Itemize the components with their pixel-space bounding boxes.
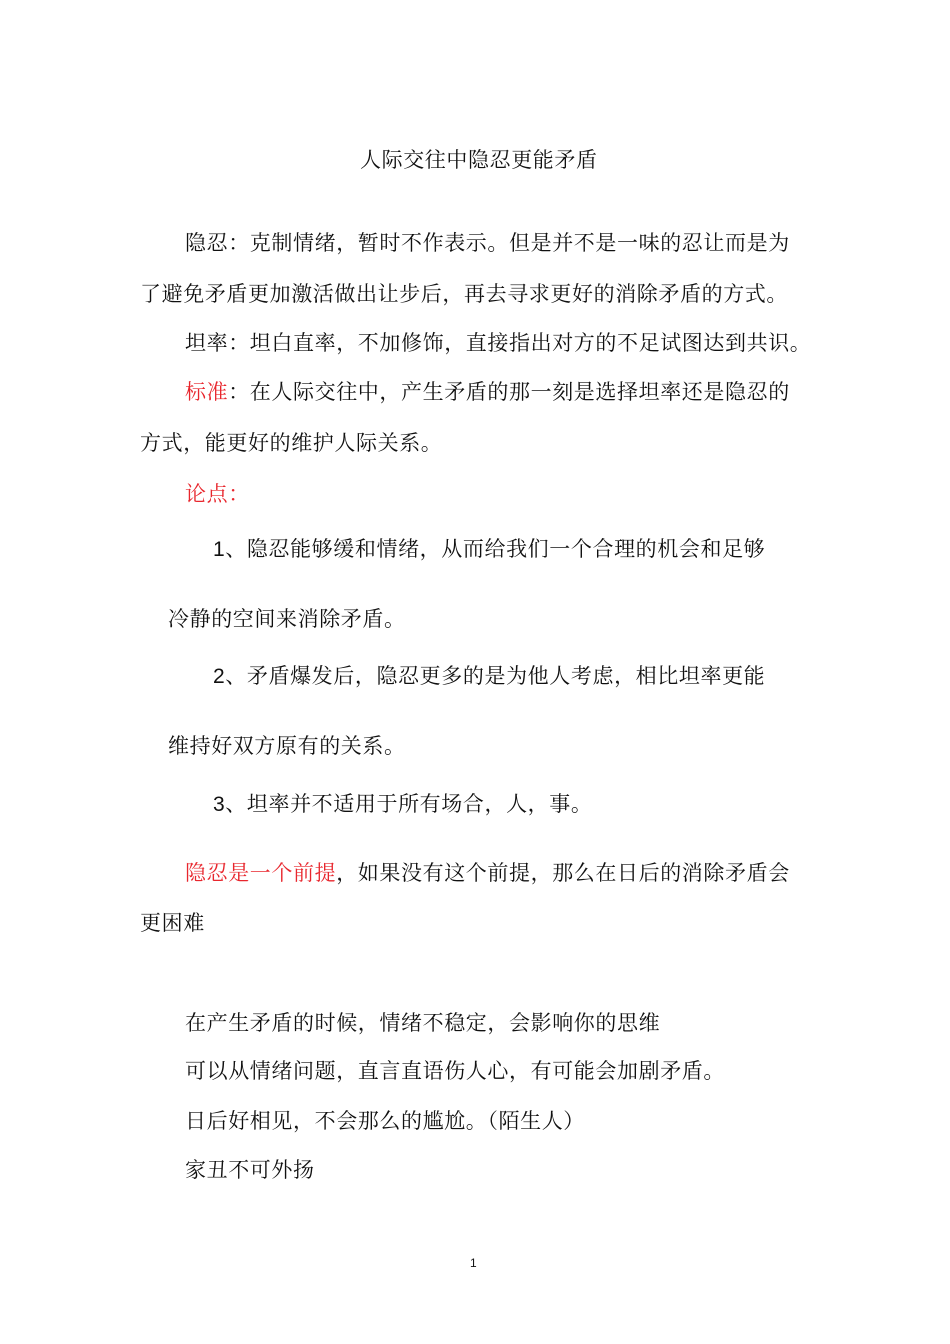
standard-text: ：在人际交往中，产生矛盾的那一刻是选择坦率还是隐忍的 [228,380,790,404]
argument-1-number: 1 [213,538,226,561]
conclusion-line2: 更困难 [140,911,205,935]
argument-3-number: 3 [213,793,226,816]
definition-tanshuai: 坦率：坦白直率，不加修饰，直接指出对方的不足试图达到共识。 [185,331,812,355]
conclusion-highlight: 隐忍是一个前提 [185,861,337,885]
argument-1-line2: 冷静的空间来消除矛盾。 [168,607,406,631]
page-number: 1 [470,1256,477,1270]
argument-1-text: 、隐忍能够缓和情绪，从而给我们一个合理的机会和足够 [225,537,766,561]
conclusion-text: ，如果没有这个前提，那么在日后的消除矛盾会 [336,861,790,885]
conclusion-line1 [185,860,790,886]
arguments-heading: 论点： [185,482,250,506]
note-4: 家丑不可外扬 [185,1158,315,1182]
argument-2-line1 [213,663,765,690]
standard-line2: 方式，能更好的维护人际关系。 [140,431,443,455]
argument-2-text: 、矛盾爆发后，隐忍更多的是为他人考虑，相比坦率更能 [225,664,766,688]
note-3: 日后好相见，不会那么的尴尬。（陌生人） [185,1109,585,1133]
note-2: 可以从情绪问题，直言直语伤人心，有可能会加剧矛盾。 [185,1059,725,1083]
argument-3-text: 、坦率并不适用于所有场合，人，事。 [225,792,593,816]
argument-3-line1 [213,791,592,818]
note-1: 在产生矛盾的时候，情绪不稳定，会影响你的思维 [185,1011,661,1035]
page-title: 人际交往中隐忍更能矛盾 [360,148,598,172]
definition-yinren-line1: 隐忍：克制情绪，暂时不作表示。但是并不是一味的忍让而是为 [185,231,790,255]
argument-1-line1 [213,536,765,563]
argument-2-number: 2 [213,665,226,688]
definition-yinren-line2: 了避免矛盾更加激活做出让步后，再去寻求更好的消除矛盾的方式。 [140,282,788,306]
standard-line1 [185,379,790,405]
standard-label: 标准 [185,380,229,404]
argument-2-line2: 维持好双方原有的关系。 [168,734,406,758]
